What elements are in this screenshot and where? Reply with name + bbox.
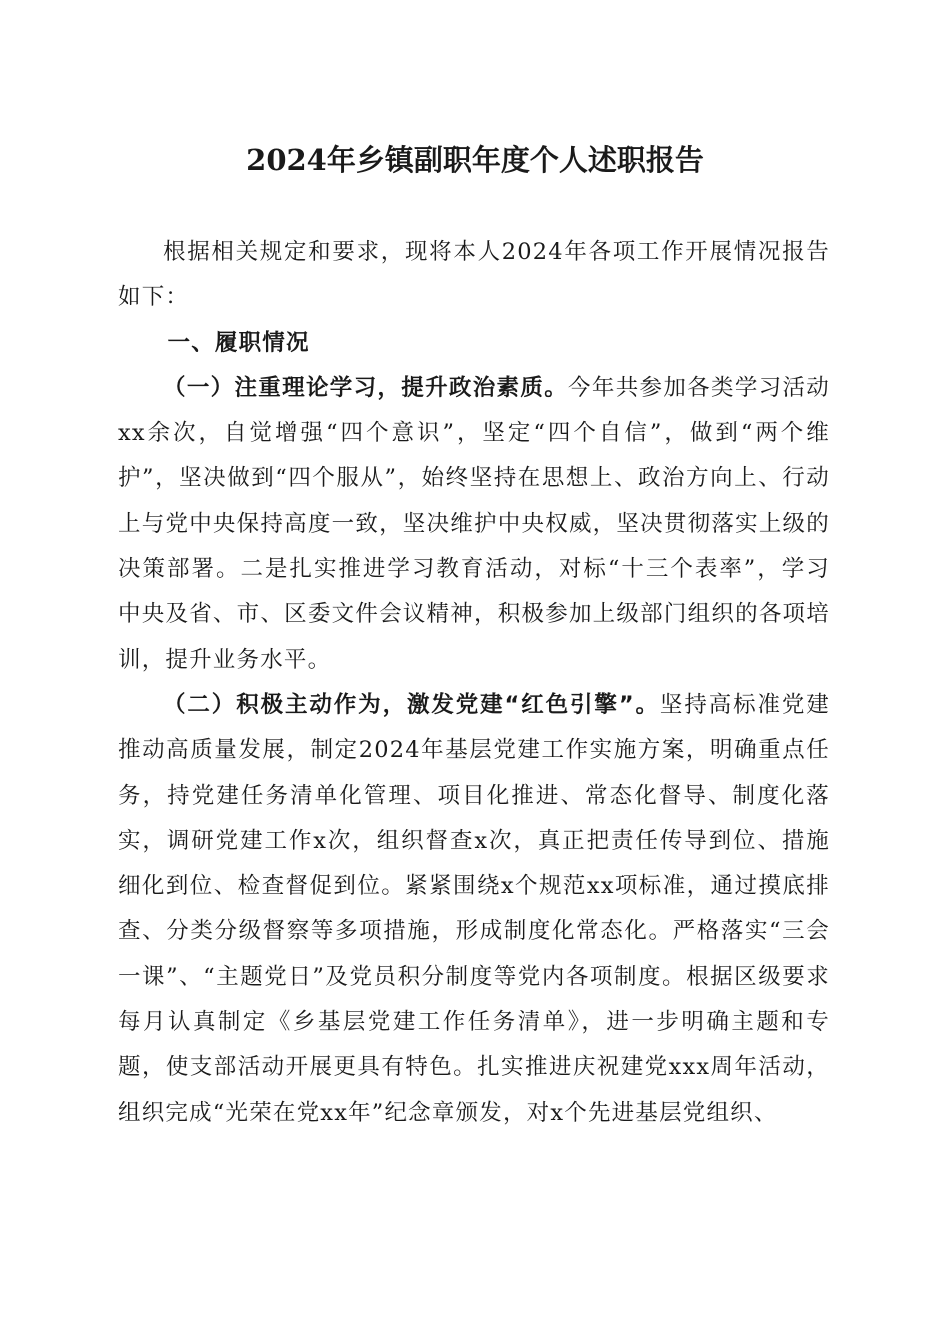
document-body	[118, 230, 830, 1136]
paragraph-item-2	[118, 683, 830, 1136]
paragraph-item-1	[118, 366, 830, 683]
section-heading: 一、履职情况	[167, 329, 310, 356]
intro-paragraph: 根据相关规定和要求，现将本人2024年各项工作开展情况报告如下：	[118, 239, 830, 311]
item-2-lead: （二）积极主动作为，激发党建“红色引擎”。	[163, 691, 660, 718]
item-1-lead: （一）注重理论学习，提升政治素质。	[163, 374, 569, 401]
item-2-text: 坚持高标准党建推动高质量发展，制定2024年基层党建工作实施方案，明确重点任务，持党建任务清单化管理、项目化推进、常态化督导、制度化落实，调研党建工作x次，组织督查x次，真正把责任传导到位、措施细化到位、检查督促到位。紧紧围绕x个规范xx项标准，通过摸底排查、分类分级督察等多项措施，形成制度化常态化。严格落实“三会一课”、“主题党日”及党员积分制度等党内各项制度。根据区级要求每月认真制定《乡基层党建工作任务清单》，进一步明确主题和专题，使支部活动开展更具有特色。扎实推进庆祝建党xxx周年活动，组织完成“光荣在党xx年”纪念章颁发，对x个先进基层党组织、	[118, 691, 831, 1126]
item-1-text: 今年共参加各类学习活动xx余次，自觉增强“四个意识”，坚定“四个自信”，做到“两个维护”，坚决做到“四个服从”，始终坚持在思想上、政治方向上、行动上与党中央保持高度一致，坚决维护中央权威，坚决贯彻落实上级的决策部署。二是扎实推进学习教育活动，对标“十三个表率”，学习中央及省、市、区委文件会议精神，积极参加上级部门组织的各项培训，提升业务水平。	[118, 374, 831, 673]
document-title: 2024年乡镇副职年度个人述职报告	[246, 143, 704, 177]
